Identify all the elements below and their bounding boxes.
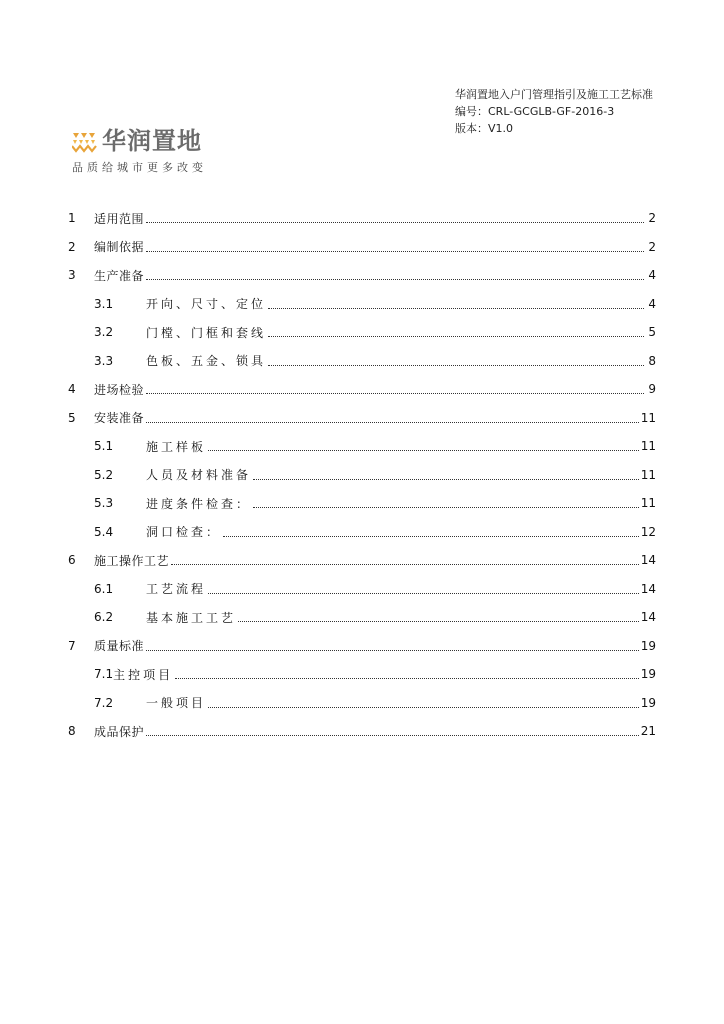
toc-entry-title: 人员及材料准备 <box>146 468 252 483</box>
toc-dot-leader <box>146 726 639 736</box>
toc-entry-page: 4 <box>648 296 656 311</box>
toc-entry-page: 9 <box>648 382 656 397</box>
toc-entry-title: 施工操作工艺 <box>94 553 170 568</box>
toc-entry-number: 6.1 <box>94 581 114 596</box>
toc-entry-title: 生产准备 <box>94 268 145 283</box>
toc-dot-leader <box>208 698 639 708</box>
toc-entry-number: 8 <box>68 724 76 739</box>
toc-entry[interactable] <box>68 603 656 632</box>
document-title: 华润置地入户门管理指引及施工工艺标准 <box>455 88 653 101</box>
toc-entry-page: 8 <box>648 353 656 368</box>
toc-entry-number: 2 <box>68 239 76 254</box>
toc-entry[interactable] <box>68 404 656 433</box>
toc-dot-leader <box>146 384 644 394</box>
toc-entry-page: 2 <box>648 211 656 226</box>
toc-dot-leader <box>268 299 644 309</box>
toc-entry[interactable] <box>68 632 656 661</box>
toc-dot-leader <box>171 555 639 565</box>
document-number: 编号：CRL-GCGLB-GF-2016-3 <box>455 105 615 118</box>
toc-entry-title: 施工样板 <box>146 439 207 454</box>
toc-entry[interactable] <box>68 660 656 689</box>
toc-dot-leader <box>253 470 639 480</box>
toc-entry-number: 5.3 <box>94 496 114 511</box>
toc-entry-number: 3 <box>68 268 76 283</box>
toc-entry-title: 主控项目 <box>113 667 174 682</box>
toc-entry-page: 5 <box>648 325 656 340</box>
toc-entry[interactable] <box>68 204 656 233</box>
company-name: 华润置地 <box>102 127 202 155</box>
toc-dot-leader <box>268 327 644 337</box>
toc-entry-number: 7 <box>68 638 76 653</box>
toc-entry[interactable] <box>68 546 656 575</box>
toc-entry-page: 4 <box>648 268 656 283</box>
toc-entry-number: 6.2 <box>94 610 114 625</box>
toc-dot-leader <box>208 584 639 594</box>
toc-entry-title: 一般项目 <box>146 696 207 711</box>
toc-entry-page: 11 <box>640 467 656 482</box>
toc-entry-title: 色板、五金、锁具 <box>146 354 267 369</box>
company-slogan: 品质给城市更多改变 <box>72 161 207 174</box>
crland-logo-icon <box>72 129 98 153</box>
toc-entry-page: 19 <box>640 695 656 710</box>
toc-entry-title: 基本施工工艺 <box>146 610 237 625</box>
toc-dot-leader <box>253 498 639 508</box>
toc-entry-number: 4 <box>68 382 76 397</box>
toc-entry-page: 11 <box>640 496 656 511</box>
toc-entry-number: 5.1 <box>94 439 114 454</box>
toc-entry[interactable] <box>68 347 656 376</box>
toc-entry-number: 5.2 <box>94 467 114 482</box>
toc-entry-number: 7.2 <box>94 695 114 710</box>
toc-entry-title: 编制依据 <box>94 240 145 255</box>
toc-entry-page: 21 <box>640 724 656 739</box>
toc-dot-leader <box>146 242 644 252</box>
toc-entry-number: 7.1 <box>94 667 114 682</box>
toc-dot-leader <box>146 413 639 423</box>
toc-entry-page: 11 <box>640 439 656 454</box>
toc-entry-page: 14 <box>640 553 656 568</box>
toc-entry-title: 质量标准 <box>94 639 145 654</box>
toc-dot-leader <box>175 669 639 679</box>
toc-entry-title: 进度条件检查： <box>146 496 252 511</box>
document-header-info <box>455 86 653 137</box>
toc-entry-title: 门樘、门框和套线 <box>146 325 267 340</box>
toc-entry[interactable] <box>68 717 656 746</box>
toc-entry-page: 11 <box>640 410 656 425</box>
toc-dot-leader <box>146 641 639 651</box>
toc-entry-page: 2 <box>648 239 656 254</box>
toc-entry-page: 14 <box>640 581 656 596</box>
toc-dot-leader <box>146 270 644 280</box>
toc-entry-number: 6 <box>68 553 76 568</box>
toc-entry[interactable] <box>68 375 656 404</box>
toc-dot-leader <box>238 612 639 622</box>
toc-dot-leader <box>208 441 639 451</box>
toc-entry-title: 成品保护 <box>94 724 145 739</box>
toc-entry-title: 工艺流程 <box>146 582 207 597</box>
toc-entry-title: 洞口检查： <box>146 525 222 540</box>
toc-entry[interactable] <box>68 461 656 490</box>
toc-entry[interactable] <box>68 489 656 518</box>
toc-entry-number: 3.3 <box>94 353 114 368</box>
toc-entry-title: 安装准备 <box>94 411 145 426</box>
document-version: 版本：V1.0 <box>455 122 514 135</box>
toc-entry[interactable] <box>68 432 656 461</box>
toc-entry[interactable] <box>68 518 656 547</box>
toc-entry[interactable] <box>68 318 656 347</box>
toc-entry[interactable] <box>68 689 656 718</box>
toc-dot-leader <box>268 356 644 366</box>
toc-entry-number: 1 <box>68 211 76 226</box>
toc-entry-number: 3.1 <box>94 296 114 311</box>
toc-entry-page: 12 <box>640 524 656 539</box>
toc-entry-title: 进场检验 <box>94 382 145 397</box>
toc-dot-leader <box>223 527 639 537</box>
toc-entry[interactable] <box>68 290 656 319</box>
toc-entry-page: 19 <box>640 638 656 653</box>
toc-entry-number: 5.4 <box>94 524 114 539</box>
toc-entry-number: 3.2 <box>94 325 114 340</box>
toc-entry-page: 14 <box>640 610 656 625</box>
company-logo <box>72 127 207 175</box>
toc-entry[interactable] <box>68 261 656 290</box>
toc-entry-page: 19 <box>640 667 656 682</box>
toc-entry[interactable] <box>68 575 656 604</box>
toc-entry-title: 适用范围 <box>94 211 145 226</box>
toc-dot-leader <box>146 213 644 223</box>
table-of-contents <box>68 204 656 746</box>
toc-entry-number: 5 <box>68 410 76 425</box>
toc-entry[interactable] <box>68 233 656 262</box>
toc-entry-title: 开向、尺寸、定位 <box>146 297 267 312</box>
